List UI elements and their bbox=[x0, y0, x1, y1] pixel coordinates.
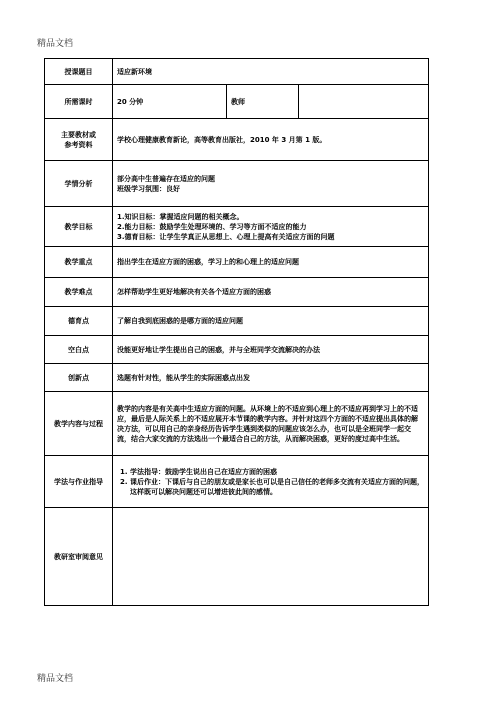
materials-label bbox=[45, 119, 113, 161]
row-innovation bbox=[45, 364, 429, 392]
row-goals bbox=[45, 207, 429, 247]
method-label: 学法与作业指导 bbox=[45, 456, 113, 508]
materials-value: 学校心理健康教育新论，高等教育出版社，2010 年 3 月第 1 版。 bbox=[113, 119, 429, 161]
goals-label: 教学目标 bbox=[45, 207, 113, 247]
materials-label-line-1: 主要教材或 bbox=[61, 130, 96, 139]
goals-value bbox=[113, 207, 429, 247]
row-materials bbox=[45, 119, 429, 161]
materials-label-line-2: 参考资料 bbox=[64, 140, 93, 149]
analysis-label: 学情分析 bbox=[45, 161, 113, 207]
review-value bbox=[113, 508, 429, 606]
topic-value: 适应新环境 bbox=[113, 59, 429, 85]
topic-label: 授课题目 bbox=[45, 59, 113, 85]
difficulty-label: 教学难点 bbox=[45, 278, 113, 307]
difficulty-value: 怎样帮助学生更好地解决有关各个适应方面的困惑 bbox=[113, 278, 429, 307]
row-difficulty bbox=[45, 278, 429, 307]
row-method bbox=[45, 456, 429, 508]
row-hours bbox=[45, 85, 429, 119]
method-value bbox=[113, 456, 429, 508]
row-analysis bbox=[45, 161, 429, 207]
innovation-value: 选题有针对性，能从学生的实际困惑点出发 bbox=[113, 364, 429, 392]
row-content bbox=[45, 392, 429, 456]
teacher-value bbox=[299, 85, 429, 119]
row-review bbox=[45, 508, 429, 606]
moral-value: 了解自我到底困惑的是哪方面的适应问题 bbox=[113, 307, 429, 336]
row-gap bbox=[45, 336, 429, 364]
goal-moral: 3.德育目标：让学生学真正从思想上、心理上提高有关适应方面的问题 bbox=[117, 232, 335, 241]
method-item: 1. 学法指导：鼓励学生说出自己在适应方面的困惑 bbox=[130, 467, 424, 477]
review-label: 教研室审阅意见 bbox=[45, 508, 113, 606]
row-topic bbox=[45, 59, 429, 85]
key-value: 指出学生在适应方面的困惑，学习上的和心理上的适应问题 bbox=[113, 247, 429, 278]
key-label: 教学重点 bbox=[45, 247, 113, 278]
gap-value: 没能更好地让学生提出自己的困惑，并与全班同学交流解决的办法 bbox=[113, 336, 429, 364]
hours-value: 20 分钟 bbox=[113, 85, 227, 119]
innovation-label: 创新点 bbox=[45, 364, 113, 392]
row-moral bbox=[45, 307, 429, 336]
analysis-line-1: 部分高中生普遍存在适应的问题 bbox=[117, 174, 215, 183]
goal-knowledge: 1.知识目标：掌握适应问题的相关概念。 bbox=[117, 212, 244, 221]
content-value: 教学的内容是有关高中生适应方面的问题。从环境上的不适应到心理上的不适应再到学习上的不适应，最后是人际关系上的不适应展开本节课的教学内容。并针对这四个方面的不适应提出具体的解决方法，可以用自己的亲身经历告诉学生遇到类似的问题应该怎么办，也可以是全班同学一起交流，结合大家交流的方法选出一个最适合自己的方法，从而解决困惑，更好的度过高中生活。 bbox=[113, 392, 429, 456]
content-label: 教学内容与过程 bbox=[45, 392, 113, 456]
analysis-line-2: 班级学习氛围：良好 bbox=[117, 184, 180, 193]
hours-label: 所需课时 bbox=[45, 85, 113, 119]
teacher-label: 教师 bbox=[227, 85, 299, 119]
method-item: 2. 课后作业：下课后与自己的朋友或是家长也可以是自己信任的老师多交流有关适应方面的问题，这样既可以解决问题还可以增进彼此间的感情。 bbox=[130, 477, 424, 497]
page-footer: 精品文档 bbox=[37, 674, 74, 684]
analysis-value bbox=[113, 161, 429, 207]
goal-ability: 2.能力目标：鼓励学生处理环境的、学习等方面不适应的能力 bbox=[117, 222, 307, 231]
gap-label: 空白点 bbox=[45, 336, 113, 364]
page-header: 精品文档 bbox=[37, 39, 74, 49]
moral-label: 德育点 bbox=[45, 307, 113, 336]
lesson-plan-table bbox=[44, 58, 429, 606]
row-key-points bbox=[45, 247, 429, 278]
